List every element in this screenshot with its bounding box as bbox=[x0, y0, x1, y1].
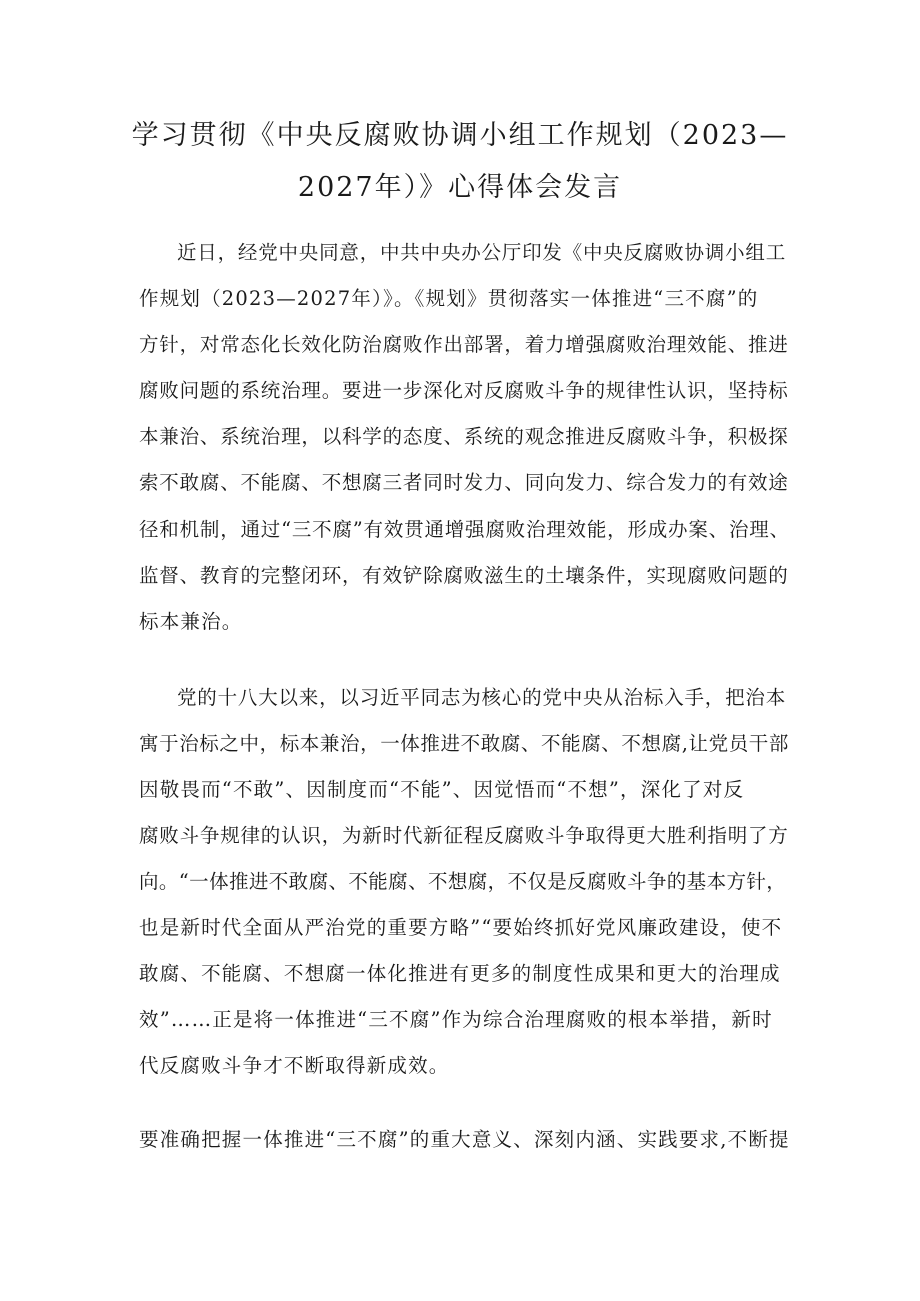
paragraph-2-line-3: 因敬畏而“不敢”、因制度而“不能”、因觉悟而“不想”，深化了对反 bbox=[139, 778, 745, 801]
paragraph-1-line-8: 监督、教育的完整闭环，有效铲除腐败滋生的土壤条件，实现腐败问题的 bbox=[139, 564, 789, 587]
paragraph-1-line-5: 本兼治、系统治理，以科学的态度、系统的观念推进反腐败斗争，积极探 bbox=[139, 425, 789, 448]
document-title-line-2: 2027年）》心得体会发言 bbox=[297, 172, 623, 203]
document-title-line-1: 学习贯彻《中央反腐败协调小组工作规划（2023— bbox=[131, 120, 789, 151]
paragraph-2-line-2: 寓于治标之中，标本兼治，一体推进不敢腐、不能腐、不想腐,让党员干部 bbox=[139, 732, 789, 755]
paragraph-1-line-3: 方针，对常态化长效化防治腐败作出部署，着力增强腐败治理效能、推进 bbox=[139, 333, 789, 356]
paragraph-2-line-5: 向。“一体推进不敢腐、不能腐、不想腐，不仅是反腐败斗争的基本方针， bbox=[139, 870, 787, 893]
paragraph-2-line-6: 也是新时代全面从严治党的重要方略”“要始终抓好党风廉政建设，使不 bbox=[139, 916, 783, 939]
paragraph-2-line-7: 敢腐、不能腐、不想腐一体化推进有更多的制度性成果和更大的治理成 bbox=[139, 962, 781, 985]
paragraph-1-line-6: 索不敢腐、不能腐、不想腐三者同时发力、同向发力、综合发力的有效途 bbox=[139, 471, 789, 494]
paragraph-2-line-4: 腐败斗争规律的认识，为新时代新征程反腐败斗争取得更大胜利指明了方 bbox=[139, 824, 789, 847]
paragraph-2-line-9: 代反腐败斗争才不断取得新成效。 bbox=[139, 1054, 450, 1077]
paragraph-2-line-8: 效”……正是将一体推进“三不腐”作为综合治理腐败的根本举措，新时 bbox=[139, 1008, 773, 1031]
paragraph-2-line-1: 党的十八大以来，以习近平同志为核心的党中央从治标入手，把治本 bbox=[177, 686, 787, 709]
paragraph-1-line-4: 腐败问题的系统治理。要进一步深化对反腐败斗争的规律性认识，坚持标 bbox=[139, 379, 789, 402]
paragraph-1-line-9: 标本兼治。 bbox=[139, 610, 243, 633]
paragraph-1-line-1: 近日，经党中央同意，中共中央办公厅印发《中央反腐败协调小组工 bbox=[177, 241, 787, 264]
paragraph-1-line-2: 作规划（2023—2027年）》。《规划》贯彻落实一体推进“三不腐”的 bbox=[139, 287, 759, 310]
paragraph-3-line-1: 要准确把握一体推进“三不腐”的重大意义、深刻内涵、实践要求,不断提 bbox=[139, 1128, 790, 1151]
paragraph-1-line-7: 径和机制，通过“三不腐”有效贯通增强腐败治理效能，形成办案、治理、 bbox=[139, 518, 790, 541]
